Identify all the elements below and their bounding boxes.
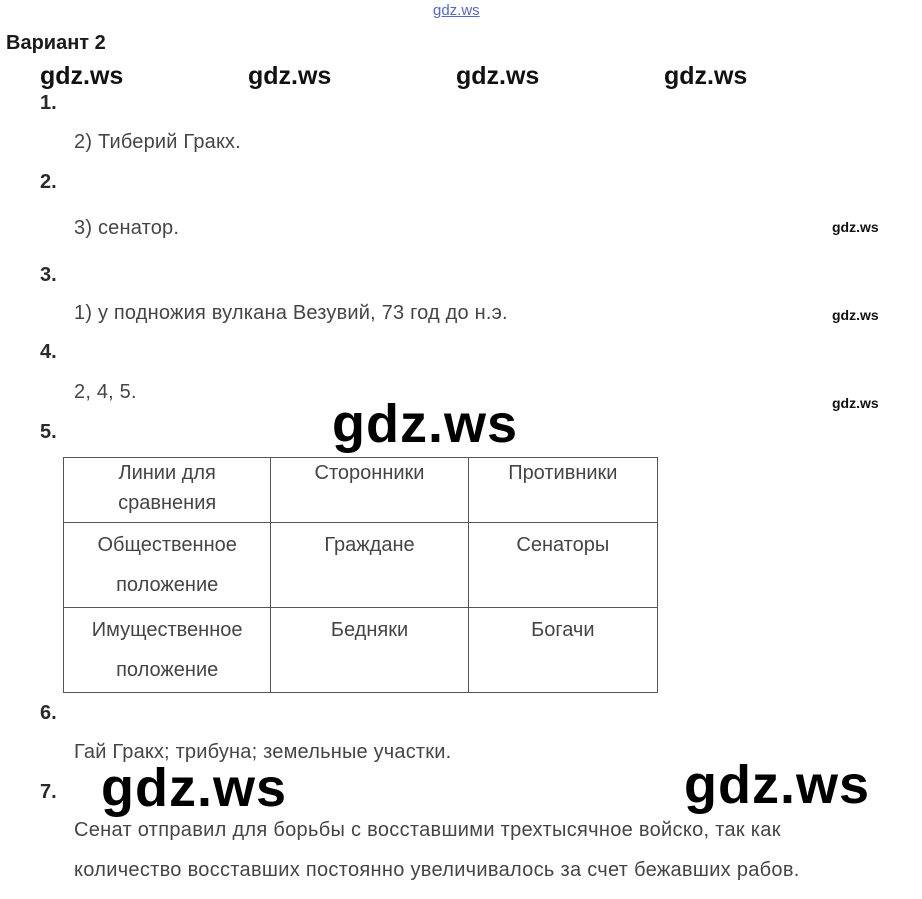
watermark-large: gdz.ws xyxy=(332,394,519,454)
watermark-top: gdz.ws xyxy=(433,2,480,19)
table-cell: Сенаторы xyxy=(468,523,657,608)
answer-text: 2) Тиберий Гракх. xyxy=(74,131,241,153)
table-row xyxy=(64,523,658,608)
question-number: 7. xyxy=(40,781,57,803)
question-number: 3. xyxy=(40,264,57,286)
question-number: 5. xyxy=(40,421,57,443)
question-number: 6. xyxy=(40,702,57,724)
answer-text: 3) сенатор. xyxy=(74,217,180,239)
answer-text: 1) у подножия вулкана Везувий, 73 год до н.э. xyxy=(74,302,508,324)
table-header-cell: Противники xyxy=(468,458,657,523)
table-cell: Имущественное положение xyxy=(64,608,271,693)
watermark: gdz.ws xyxy=(832,307,879,323)
question-number: 4. xyxy=(40,341,57,363)
answer-text: Гай Гракх; трибуна; земельные участки. xyxy=(74,741,452,763)
watermark-large: gdz.ws xyxy=(101,758,288,818)
watermark: gdz.ws xyxy=(456,62,540,90)
watermark-large: gdz.ws xyxy=(684,755,871,815)
table-header-cell: Сторонники xyxy=(271,458,468,523)
table-cell: Граждане xyxy=(271,523,468,608)
table-header-row xyxy=(64,458,658,523)
table-cell: Богачи xyxy=(468,608,657,693)
watermark: gdz.ws xyxy=(832,395,879,411)
table-header-cell: Линии для сравнения xyxy=(64,458,271,523)
variant-title: Вариант 2 xyxy=(6,32,106,54)
answer-text-line: количество восставших постоянно увеличивалось за счет бежавших рабов. xyxy=(74,859,800,881)
answer-text: 2, 4, 5. xyxy=(74,381,137,403)
table-row xyxy=(64,608,658,693)
watermark: gdz.ws xyxy=(248,62,332,90)
watermark: gdz.ws xyxy=(832,219,879,235)
watermark: gdz.ws xyxy=(40,62,124,90)
question-number: 1. xyxy=(40,92,57,114)
answer-text-line: Сенат отправил для борьбы с восставшими трехтысячное войско, так как xyxy=(74,819,781,841)
watermark: gdz.ws xyxy=(664,62,748,90)
question-number: 2. xyxy=(40,171,57,193)
table-cell: Бедняки xyxy=(271,608,468,693)
comparison-table xyxy=(63,457,658,693)
table-cell: Общественное положение xyxy=(64,523,271,608)
